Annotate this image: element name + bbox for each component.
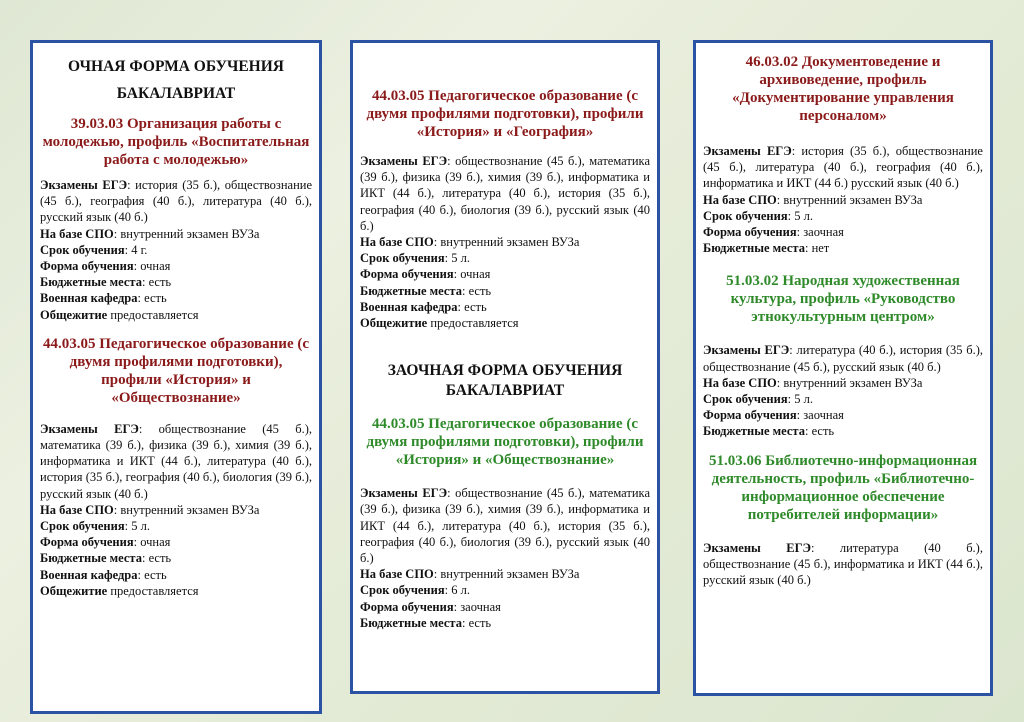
program-title: 44.03.05 Педагогическое образование (с двумя профилями подготовки), профили «История» и «Обществознание» — [42, 335, 310, 406]
program-title: 39.03.03 Организация работы с молодежью, профиль «Воспитательная работа с молодежью» — [42, 116, 310, 168]
program-title: 44.03.05 Педагогическое образование (с двумя профилями подготовки), профили «История» и «Обществознание» — [366, 416, 644, 469]
spo-row: На базе СПО: внутренний экзамен ВУЗа — [40, 226, 260, 241]
program-title: 51.03.02 Народная художественная культура, профиль «Руководство этнокультурным центром» — [726, 273, 960, 326]
term-row: Срок обучения: 5 л. — [703, 392, 813, 407]
brochure-panel-right — [693, 40, 993, 696]
form-row: Форма обучения: очная — [40, 535, 171, 550]
program-details — [703, 540, 983, 589]
form-row: Форма обучения: заочная — [703, 225, 844, 240]
program-details — [40, 177, 312, 323]
program-details — [360, 153, 650, 331]
brochure-panel-middle — [350, 40, 660, 694]
military-row: Военная кафедра: есть — [40, 567, 167, 582]
dorm-row: Общежитие предоставляется — [40, 307, 199, 322]
program-details — [703, 342, 983, 439]
exams-row: Экзамены ЕГЭ: история (35 б.), обществознание (45 б.), литература (40 б.), география (40 б.), информатика и ИКТ (44 б.) русский язык (40 б.) — [703, 144, 983, 191]
military-row: Военная кафедра: есть — [40, 291, 167, 306]
brochure-panel-left — [30, 40, 322, 714]
term-row: Срок обучения: 5 л. — [40, 519, 150, 534]
exams-row: Экзамены ЕГЭ: обществознание (45 б.), математика (39 б.), физика (39 б.), химия (39 б.), информатика и ИКТ (44 б.), литература (40 б.), история (35 б.), география (40 б.), биология (39 б.), русский язык (40 б.) — [360, 486, 650, 566]
section-heading-parttime: ЗАОЧНАЯ ФОРМА ОБУЧЕНИЯ — [387, 362, 623, 380]
budget-row: Бюджетные места: есть — [703, 424, 835, 439]
program-details — [360, 485, 650, 631]
exams-row: Экзамены ЕГЭ: обществознание (45 б.), математика (39 б.), физика (39 б.), химия (39 б.), информатика и ИКТ (44 б.), литература (40 б.), история (35 б.), география (40 б.), биология (39 б.), русский язык (40 б.) — [40, 421, 312, 501]
term-row: Срок обучения: 5 л. — [703, 208, 813, 223]
section-heading-fulltime: ОЧНАЯ ФОРМА ОБУЧЕНИЯ — [68, 58, 284, 75]
budget-row: Бюджетные места: есть — [40, 551, 172, 566]
exams-row: Экзамены ЕГЭ: история (35 б.), обществознание (45 б.), география (40 б.), литература (40 б.), русский язык (40 б.) — [40, 178, 312, 225]
form-row: Форма обучения: заочная — [360, 599, 501, 614]
budget-row: Бюджетные места: нет — [703, 241, 830, 256]
spo-row: На базе СПО: внутренний экзамен ВУЗа — [703, 192, 923, 207]
program-title: 51.03.06 Библиотечно-информационная деятельность, профиль «Библиотечно-информационное обеспечение потребителей информации» — [708, 452, 978, 523]
exams-row: Экзамены ЕГЭ: литература (40 б.), история (35 б.), обществознание (45 б.), русский язык (40 б.) — [703, 343, 983, 374]
program-details — [703, 143, 983, 256]
section-heading-bachelor: БАКАЛАВРИАТ — [116, 85, 236, 102]
budget-row: Бюджетные места: есть — [40, 275, 172, 290]
program-title: 46.03.02 Документоведение и архивоведение, профиль «Документирование управления персоналом» — [732, 54, 954, 124]
spo-row: На базе СПО: внутренний экзамен ВУЗа — [703, 375, 923, 390]
term-row: Срок обучения: 4 г. — [40, 242, 148, 257]
spo-row: На базе СПО: внутренний экзамен ВУЗа — [40, 502, 260, 517]
term-row: Срок обучения: 6 л. — [360, 583, 470, 598]
budget-row: Бюджетные места: есть — [360, 615, 492, 630]
form-row: Форма обучения: очная — [360, 267, 491, 282]
program-details — [40, 421, 312, 599]
exams-row: Экзамены ЕГЭ: обществознание (45 б.), математика (39 б.), физика (39 б.), химия (39 б.), информатика и ИКТ (44 б.), литература (40 б.), история (35 б.), география (40 б.), биология (39 б.), русский язык (40 б.) — [360, 154, 650, 233]
section-heading-bachelor: БАКАЛАВРИАТ — [445, 382, 565, 400]
term-row: Срок обучения: 5 л. — [360, 251, 470, 266]
budget-row: Бюджетные места: есть — [360, 283, 492, 298]
exams-row: Экзамены ЕГЭ: литература (40 б.), обществознание (45 б.), информатика и ИКТ (44 б.), русский язык (40 б.) — [703, 540, 983, 588]
program-title: 44.03.05 Педагогическое образование (с двумя профилями подготовки), профили «История» и «География» — [366, 88, 644, 140]
dorm-row: Общежитие предоставляется — [40, 583, 199, 598]
military-row: Военная кафедра: есть — [360, 299, 487, 314]
spo-row: На базе СПО: внутренний экзамен ВУЗа — [360, 235, 580, 250]
form-row: Форма обучения: очная — [40, 259, 171, 274]
spo-row: На базе СПО: внутренний экзамен ВУЗа — [360, 567, 580, 582]
form-row: Форма обучения: заочная — [703, 408, 844, 423]
dorm-row: Общежитие предоставляется — [360, 316, 519, 331]
